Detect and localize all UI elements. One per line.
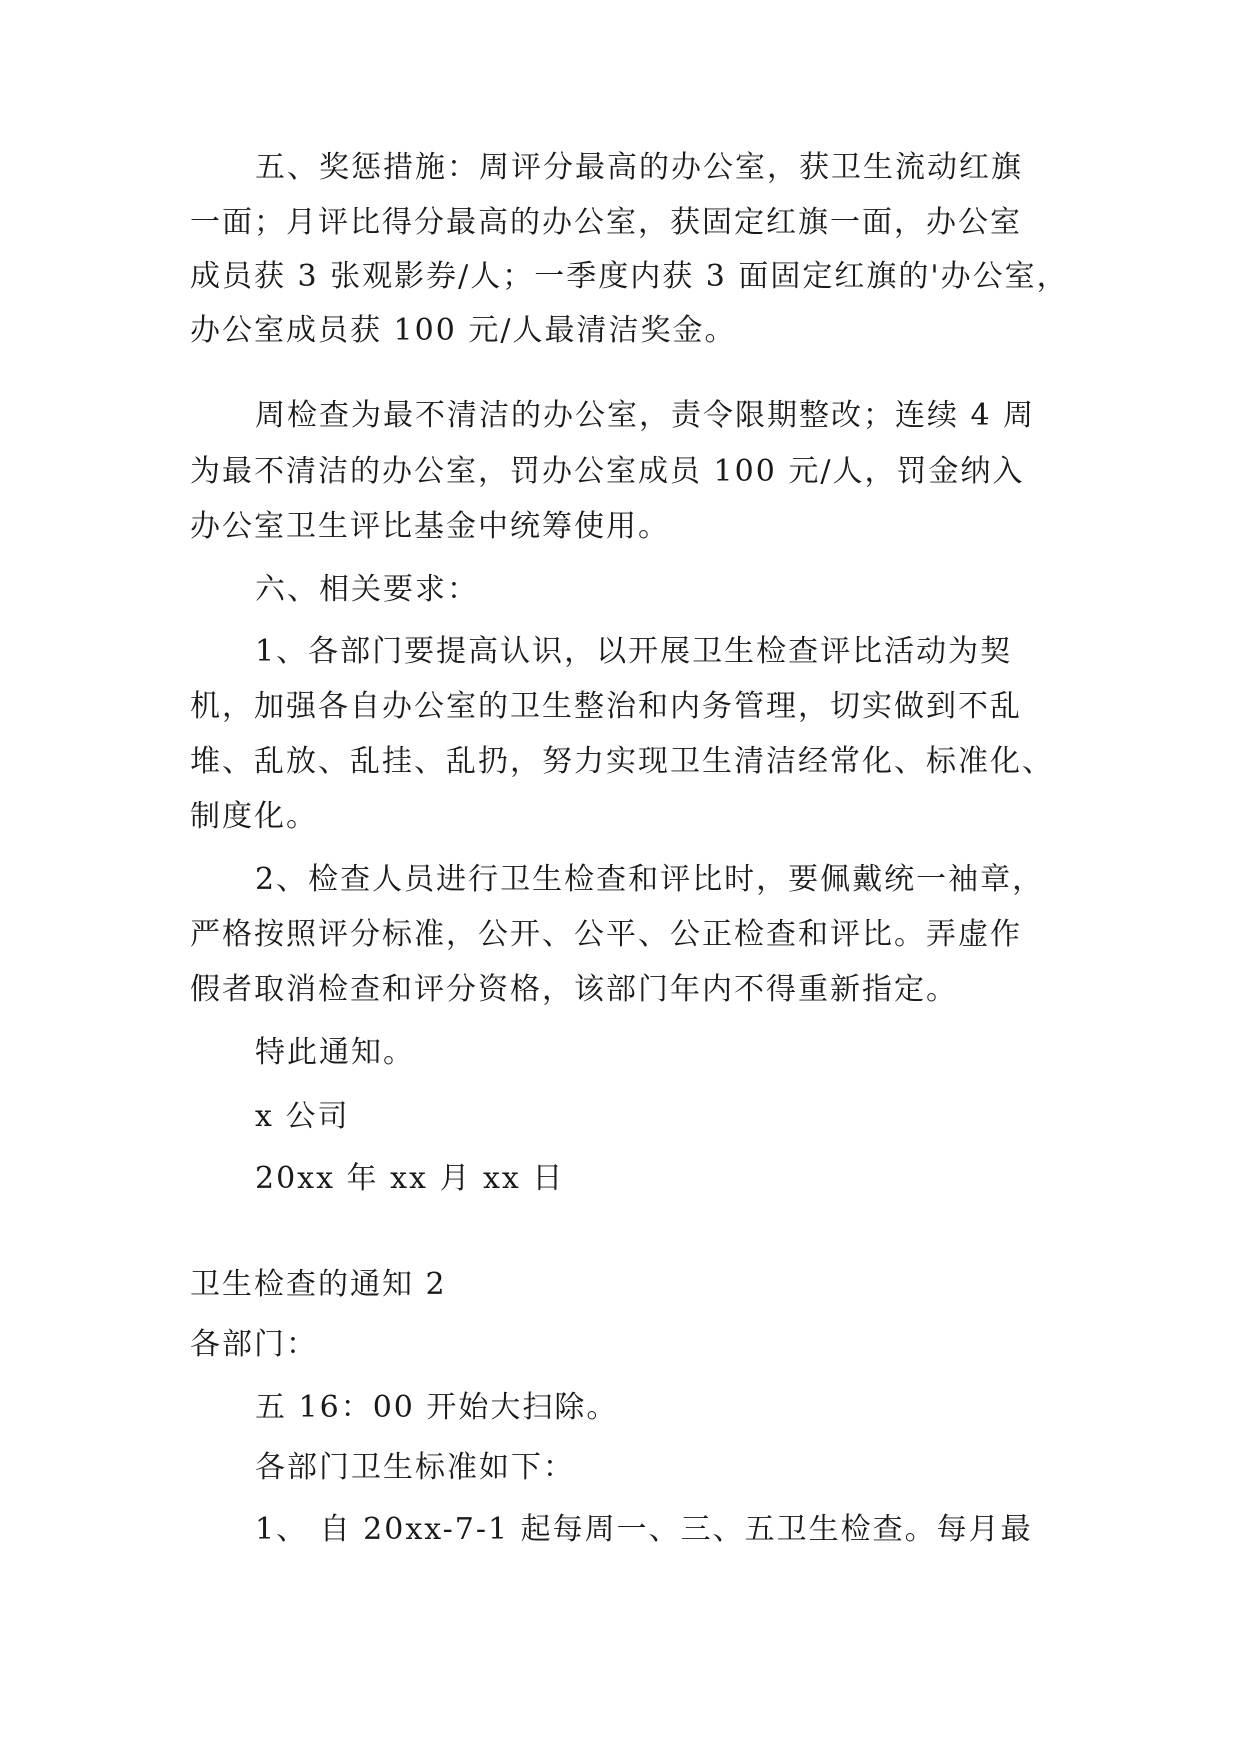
penalty-line-2: 为最不清洁的办公室，罚办公室成员 100 元/人，罚金纳入 (190, 454, 1025, 489)
notice2-line-2: 各部门卫生标准如下： (255, 1450, 575, 1485)
signature-company: x 公司 (255, 1099, 350, 1134)
closing-text: 特此通知。 (255, 1035, 415, 1070)
req1-line-4: 制度化。 (190, 799, 318, 834)
section6-heading: 六、相关要求： (255, 572, 479, 607)
penalty-line-1: 周检查为最不清洁的办公室，责令限期整改；连续 4 周 (255, 398, 1036, 433)
section5-line-2: 一面；月评比得分最高的办公室，获固定红旗一面，办公室 (190, 205, 1022, 240)
notice2-line-3: 1、 自 20xx-7-1 起每周一、三、五卫生检查。每月最 (255, 1512, 1033, 1547)
req1-line-3: 堆、乱放、乱挂、乱扔，努力实现卫生清洁经常化、标准化、 (190, 744, 1054, 779)
req2-line-1: 2、检查人员进行卫生检查和评比时，要佩戴统一袖章， (255, 862, 1045, 897)
notice2-salutation: 各部门： (190, 1327, 318, 1362)
req1-line-2: 机，加强各自办公室的卫生整治和内务管理，切实做到不乱 (190, 689, 1022, 724)
notice2-title: 卫生检查的通知 2 (190, 1267, 447, 1302)
section5-line-1: 五、奖惩措施：周评分最高的办公室，获卫生流动红旗 (255, 150, 1023, 185)
req1-line-1: 1、各部门要提高认识，以开展卫生检查评比活动为契 (255, 634, 1013, 669)
req2-line-2: 严格按照评分标准，公开、公平、公正检查和评比。弄虚作 (190, 917, 1022, 952)
section5-line-3: 成员获 3 张观影券/人；一季度内获 3 面固定红旗的'办公室， (190, 259, 1069, 294)
section5-line-4: 办公室成员获 100 元/人最清洁奖金。 (190, 313, 737, 348)
signature-date: 20xx 年 xx 月 xx 日 (255, 1161, 565, 1196)
penalty-line-3: 办公室卫生评比基金中统筹使用。 (190, 509, 670, 544)
notice2-line-1: 五 16：00 开始大扫除。 (255, 1390, 619, 1425)
req2-line-3: 假者取消检查和评分资格，该部门年内不得重新指定。 (190, 972, 958, 1007)
